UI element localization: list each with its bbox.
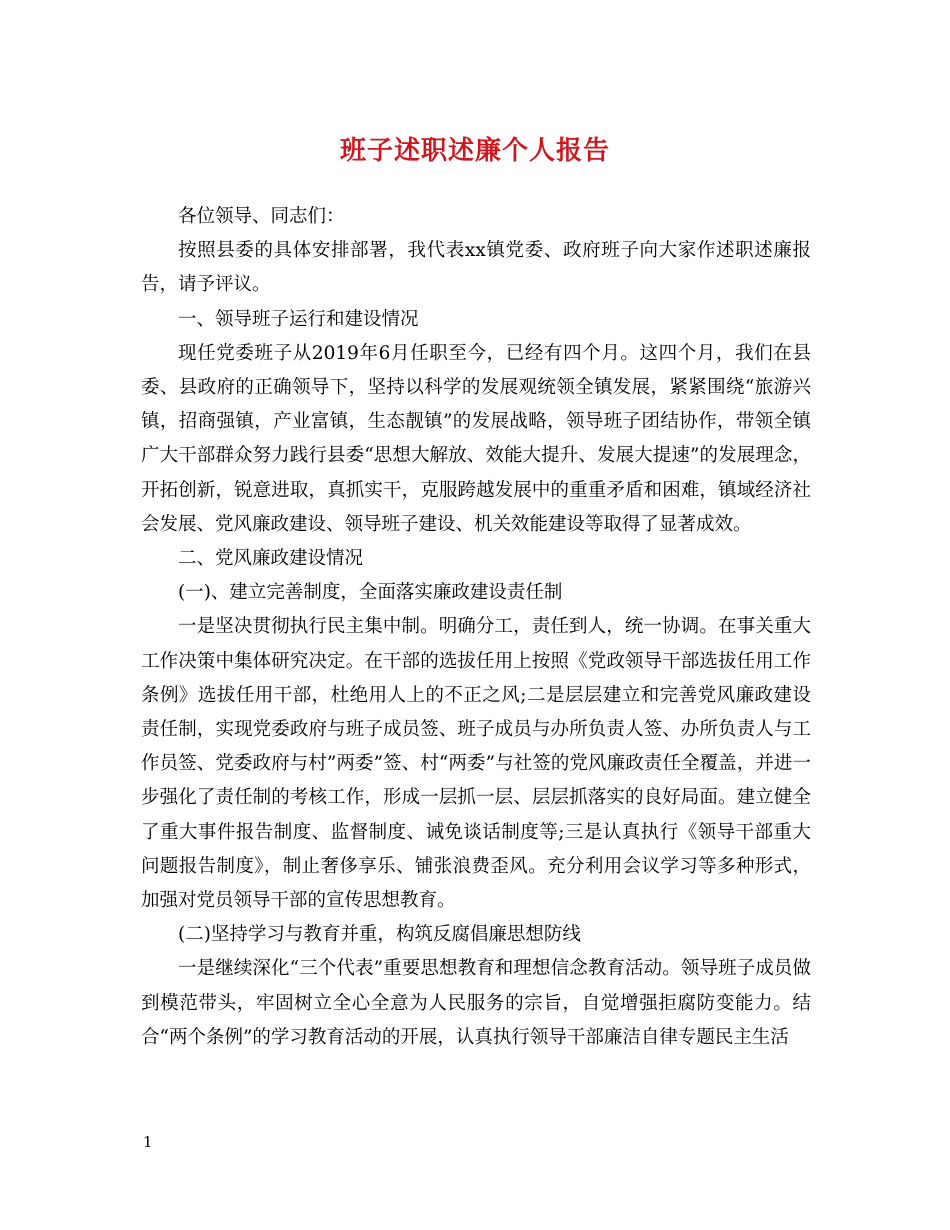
section-heading-2: 二、党风廉政建设情况 bbox=[178, 548, 364, 570]
section-heading-1: 一、领导班子运行和建设情况 bbox=[178, 308, 419, 330]
paragraph-subsection-2: 一是继续深化“三个代表”重要思想教育和理想信念教育活动。领导班子成员做到模范带头，牢固树立全心全意为人民服务的宗旨，自觉增强拒腐防变能力。结合“两个条例”的学习教育活动的开展，认真执行领导干部廉洁自律专题民主生活 bbox=[141, 958, 811, 1048]
subsection-heading-1: (一)、建立完善制度，全面落实廉政建设责任制 bbox=[178, 582, 563, 604]
paragraph-subsection-1: 一是坚决贯彻执行民主集中制。明确分工，责任到人，统一协调。在事关重大工作决策中集体研究决定。在干部的选拔任用上按照《党政领导干部选拔任用工作条例》选拔任用干部，杜绝用人上的不正之风;二是层层建立和完善党风廉政建设责任制，实现党委政府与班子成员签、班子成员与办所负责人签、办所负责人与工作员签、党委政府与村”两委”签、村“两委”与社签的党风廉政责任全覆盖，并进一步强化了责任制的考核工作，形成一层抓一层、层层抓落实的良好局面。建立健全了重大事件报告制度、监督制度、诫免谈话制度等;三是认真执行《领导干部重大问题报告制度》，制止奢侈享乐、铺张浪费歪风。充分利用会议学习等多种形式，加强对党员领导干部的宣传思想教育。 bbox=[141, 616, 811, 912]
paragraph-section-1: 现任党委班子从2019年6月任职至今，已经有四个月。这四个月，我们在县委、县政府的正确领导下，坚持以科学的发展观统领全镇发展，紧紧围绕“旅游兴镇，招商强镇，产业富镇，生态靓镇”的发展战略，领导班子团结协作，带领全镇广大干部群众努力践行县委“思想大解放、效能大提升、发展大提速”的发展理念，开拓创新，锐意进取，真抓实干，克服跨越发展中的重重矛盾和困难，镇域经济社会发展、党风廉政建设、领导班子建设、机关效能建设等取得了显著成效。 bbox=[141, 342, 811, 535]
subsection-heading-2: (二)坚持学习与教育并重，构筑反腐倡廉思想防线 bbox=[178, 924, 581, 946]
paragraph-intro: 按照县委的具体安排部署，我代表xx镇党委、政府班子向大家作述职述廉报告，请予评议。 bbox=[141, 240, 811, 296]
document-title: 班子述职述廉个人报告 bbox=[339, 136, 610, 166]
document-body bbox=[141, 200, 811, 1055]
page-number: 1 bbox=[143, 1133, 153, 1151]
paragraph-greeting: 各位领导、同志们： bbox=[178, 206, 345, 227]
